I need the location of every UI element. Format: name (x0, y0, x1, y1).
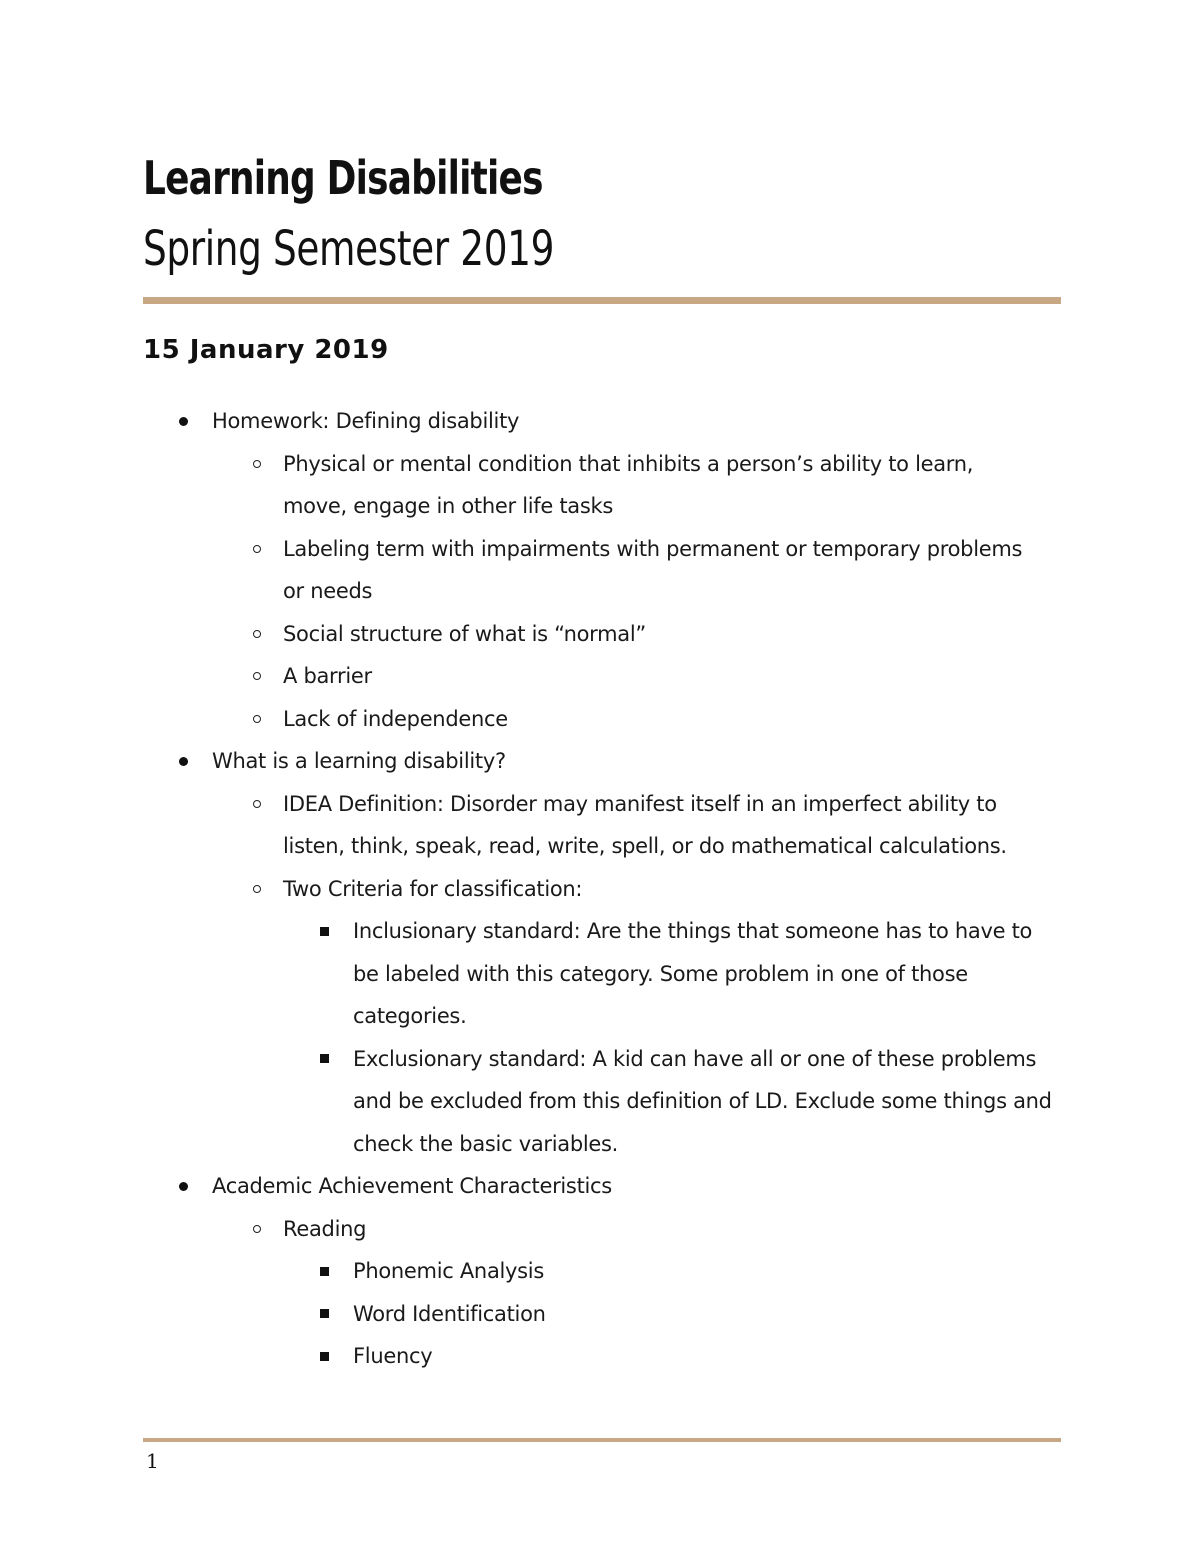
square-bullet-icon (317, 1335, 331, 1378)
document-title: Learning Disabilities (143, 151, 543, 205)
circle-bullet-icon (250, 783, 264, 826)
list-item-text: Word Identification (353, 1301, 546, 1326)
list-item (0, 528, 1043, 613)
list-item (0, 783, 1043, 868)
circle-bullet-icon (250, 655, 264, 698)
list-item-text: What is a learning disability? (212, 749, 506, 773)
list-item (0, 443, 1043, 528)
list-item (0, 655, 1043, 698)
list-item-text: Fluency (353, 1344, 433, 1368)
list-item-text: Labeling term with impairments with permanent or temporary problems or needs (283, 536, 1023, 603)
list-item (0, 400, 1062, 443)
list-item-text: Physical or mental condition that inhibits a person’s ability to learn, move, engage in other life tasks (283, 451, 974, 518)
circle-bullet-icon (250, 528, 264, 571)
circle-bullet-icon (250, 868, 264, 911)
circle-bullet-icon (250, 613, 264, 656)
notes-list (0, 400, 1200, 1378)
section-date-heading: 15 January 2019 (143, 335, 389, 365)
disc-bullet-icon (176, 400, 190, 443)
square-bullet-icon (317, 1038, 331, 1081)
list-item-text: Social structure of what is “normal” (283, 621, 646, 646)
list-item-text: Two Criteria for classification: (283, 876, 583, 901)
list-item-text: Inclusionary standard: Are the things that someone has to have to be labeled with this category. Some problem in one of those categories. (353, 919, 1033, 1028)
square-bullet-icon (317, 1250, 331, 1293)
list-item-text: IDEA Definition: Disorder may manifest itself in an imperfect ability to listen, think, speak, read, write, spell, or do mathematical calculations. (283, 791, 1007, 858)
page-number: 1 (146, 1449, 159, 1473)
list-item-text: Reading (283, 1216, 367, 1241)
list-item (0, 910, 1053, 1038)
list-item-text: Phonemic Analysis (353, 1259, 544, 1283)
list-item (0, 1293, 1053, 1336)
header-divider (143, 297, 1061, 304)
list-item (0, 740, 1062, 783)
list-item (0, 698, 1043, 741)
document-subtitle: Spring Semester 2019 (143, 221, 555, 277)
list-item-text: Exclusionary standard: A kid can have all or one of these problems and be excluded from this definition of LD. Exclude some things and check the basic variables. (353, 1046, 1052, 1156)
disc-bullet-icon (176, 1165, 190, 1208)
footer-divider (143, 1438, 1061, 1442)
square-bullet-icon (317, 1293, 331, 1336)
list-item (0, 1165, 1062, 1208)
list-item (0, 868, 1043, 911)
circle-bullet-icon (250, 443, 264, 486)
list-item (0, 1038, 1053, 1166)
circle-bullet-icon (250, 1208, 264, 1251)
list-item (0, 1250, 1053, 1293)
list-item (0, 613, 1043, 656)
list-item (0, 1208, 1043, 1251)
circle-bullet-icon (250, 698, 264, 741)
list-item (0, 1335, 1053, 1378)
square-bullet-icon (317, 910, 331, 953)
notes-content (0, 400, 1200, 1378)
disc-bullet-icon (176, 740, 190, 783)
list-item-text: Lack of independence (283, 706, 508, 731)
list-item-text: Homework: Defining disability (212, 409, 520, 433)
list-item-text: Academic Achievement Characteristics (212, 1174, 612, 1198)
list-item-text: A barrier (283, 664, 372, 688)
